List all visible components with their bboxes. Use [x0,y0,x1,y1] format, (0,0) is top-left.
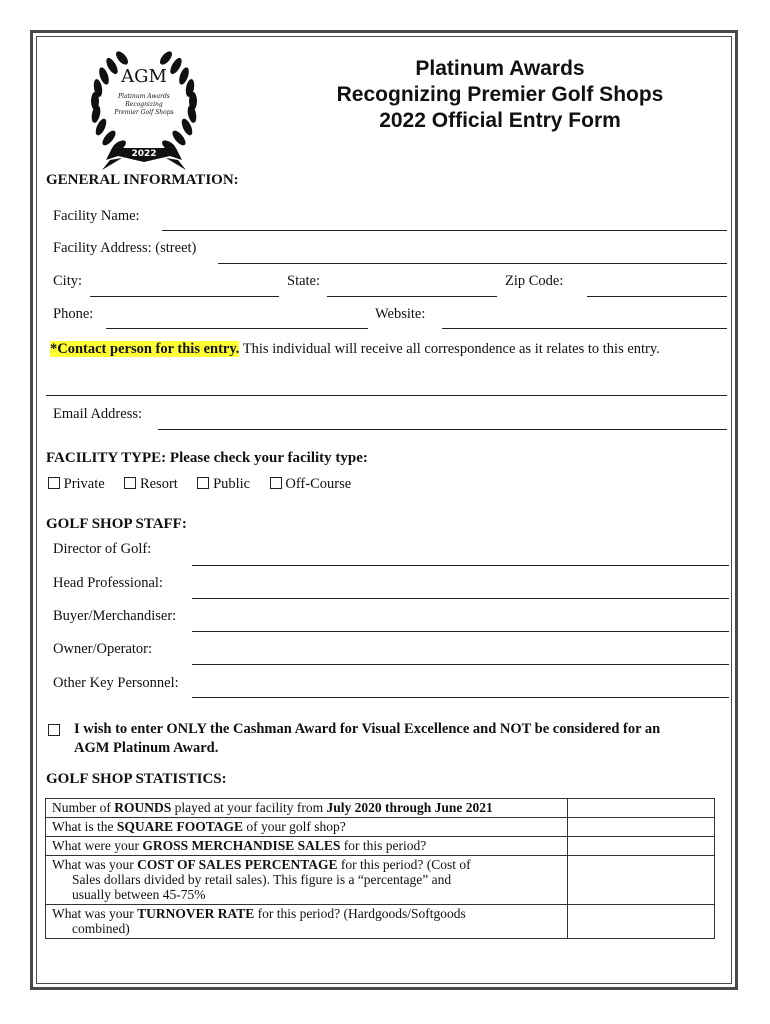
facility-address-field[interactable] [218,263,727,264]
contact-person-field[interactable] [46,395,727,396]
table-row [46,837,715,856]
other-personnel-label: Other Key Personnel: [53,675,179,691]
title-line-2: Recognizing Premier Golf Shops [336,83,664,106]
turnover-question: What was your TURNOVER RATE for this period? (Hardgoods/Softgoods combined) [46,905,568,939]
contact-highlight: *Contact person for this entry. [50,341,240,357]
cashman-line-2: AGM Platinum Award. [74,740,219,756]
stats-table [45,798,715,939]
svg-text:Premier Golf Shops: Premier Golf Shops [114,109,174,116]
contact-person-note [50,341,660,358]
svg-text:Platinum Awards: Platinum Awards [118,93,170,100]
email-field[interactable] [158,429,727,430]
table-row [46,905,715,939]
staff-heading: GOLF SHOP STAFF: [46,516,187,532]
cashman-line-1: I wish to enter ONLY the Cashman Award for Visual Excellence and NOT be considered for an [74,721,661,737]
contact-description: This individual will receive all correspondence as it relates to this entry. [239,341,660,357]
rounds-answer-cell[interactable] [568,799,715,818]
facility-name-label: Facility Name: [53,208,140,224]
cost-of-sales-question: What was your COST OF SALES PERCENTAGE for this period? (Cost of Sales dollars divided by retail sales). This figure is a “percentage” and usually between 45-75% [46,856,568,905]
cashman-checkbox[interactable] [48,724,60,736]
off-course-label: Off-Course [285,476,352,492]
gross-sales-answer-cell[interactable] [568,837,715,856]
public-label: Public [213,476,251,492]
zip-field[interactable] [587,296,727,297]
resort-checkbox[interactable] [124,477,136,489]
public-checkbox[interactable] [197,477,209,489]
head-pro-label: Head Professional: [53,575,163,591]
private-checkbox[interactable] [48,477,60,489]
director-label: Director of Golf: [53,541,152,557]
website-field[interactable] [442,328,727,329]
logo-agm-text: AGM [121,66,167,87]
table-row [46,856,715,905]
facility-type-heading: FACILITY TYPE: Please check your facility type: [46,450,368,466]
buyer-label: Buyer/Merchandiser: [53,608,177,624]
title-line-1: Platinum Awards [415,57,585,80]
facility-name-field[interactable] [162,230,727,231]
facility-address-label: Facility Address: (street) [53,240,197,256]
table-row [46,799,715,818]
svg-text:2022: 2022 [131,149,157,159]
owner-label: Owner/Operator: [53,641,153,657]
resort-label: Resort [139,476,178,492]
svg-text:Recognizing: Recognizing [125,101,163,108]
title-line-3: 2022 Official Entry Form [379,109,621,132]
general-info-heading: GENERAL INFORMATION: [46,172,239,188]
buyer-field[interactable] [192,631,729,632]
facility-type-options [48,476,367,493]
square-footage-question: What is the SQUARE FOOTAGE of your golf shop? [46,818,568,837]
director-field[interactable] [192,565,729,566]
off-course-checkbox[interactable] [270,477,282,489]
zip-label: Zip Code: [505,273,564,289]
agm-laurel-logo [82,44,206,172]
phone-field[interactable] [106,328,368,329]
state-label: State: [287,273,321,289]
table-row [46,818,715,837]
state-field[interactable] [327,296,497,297]
other-personnel-field[interactable] [192,697,729,698]
stats-heading: GOLF SHOP STATISTICS: [46,771,227,787]
city-label: City: [53,273,83,289]
cost-of-sales-answer-cell[interactable] [568,856,715,905]
gross-sales-question: What were your GROSS MERCHANDISE SALES for this period? [46,837,568,856]
city-field[interactable] [90,296,279,297]
head-pro-field[interactable] [192,598,729,599]
phone-label: Phone: [53,306,94,322]
email-label: Email Address: [53,406,143,422]
private-label: Private [63,476,105,492]
turnover-answer-cell[interactable] [568,905,715,939]
rounds-question: Number of ROUNDS played at your facility from July 2020 through June 2021 [46,799,568,818]
website-label: Website: [375,306,426,322]
owner-field[interactable] [192,664,729,665]
square-footage-answer-cell[interactable] [568,818,715,837]
